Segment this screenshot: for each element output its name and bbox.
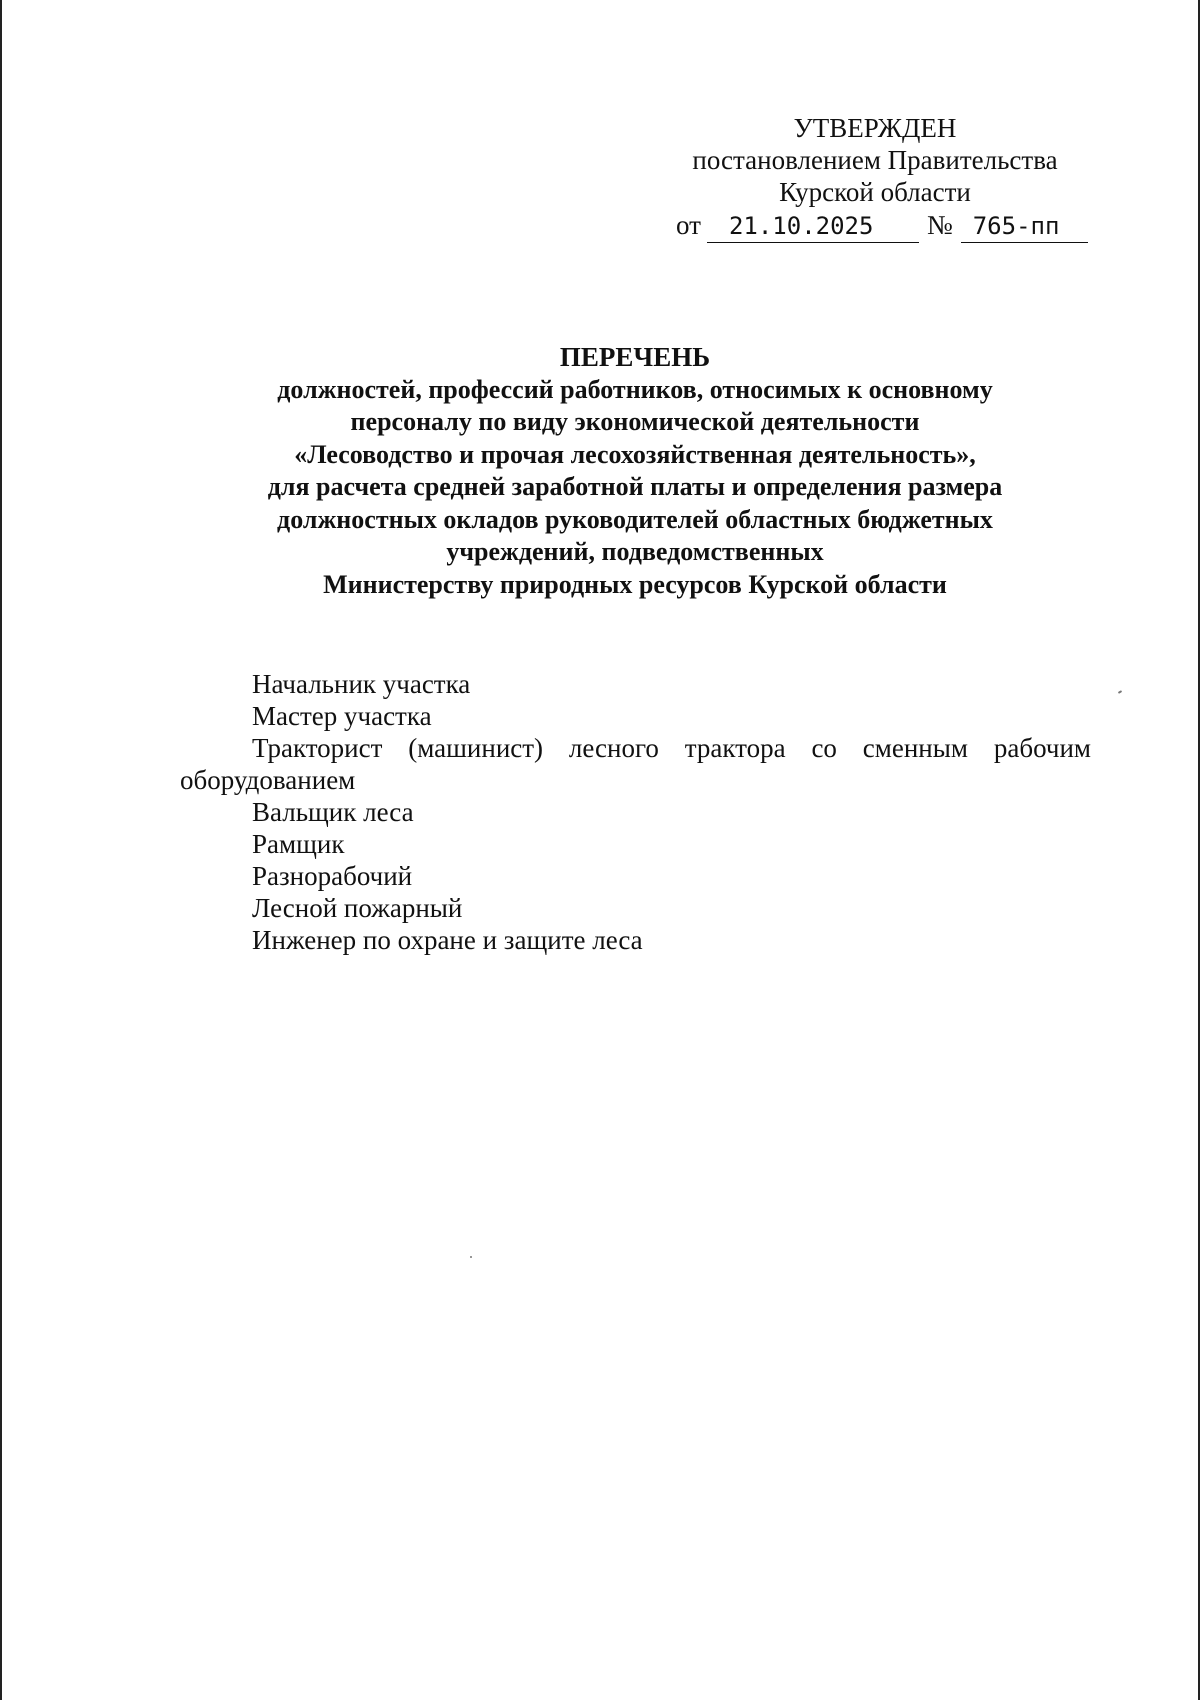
page-left-edge bbox=[0, 0, 2, 1700]
list-item-continuation: оборудованием bbox=[180, 765, 356, 795]
title-line: должностей, профессий работников, относимых к основному bbox=[277, 374, 993, 404]
approval-date-line bbox=[660, 209, 1090, 243]
title-line: персоналу по виду экономической деятельности bbox=[350, 407, 920, 436]
list-item: Разнорабочий bbox=[252, 861, 413, 891]
title-line: для расчета средней заработной платы и определения размера bbox=[267, 472, 1003, 501]
list-item bbox=[180, 732, 1091, 796]
approval-date: 21.10.2025 bbox=[707, 210, 919, 243]
title-line: должностных окладов руководителей областных бюджетных bbox=[277, 504, 993, 534]
list-item-text: Тракторист (машинист) лесного трактора со сменным рабочим bbox=[252, 733, 1091, 763]
scan-speck bbox=[1118, 690, 1122, 694]
list-item: Лесной пожарный bbox=[252, 893, 463, 923]
document-title bbox=[200, 341, 1070, 601]
list-item: Мастер участка bbox=[252, 701, 432, 731]
approval-stamp bbox=[660, 112, 1090, 243]
number-sign: № bbox=[926, 210, 953, 240]
title-line: «Лесоводство и прочая лесохозяйственная деятельность», bbox=[294, 439, 976, 469]
scan-speck bbox=[470, 1256, 472, 1258]
approval-authority: постановлением Правительства bbox=[692, 145, 1058, 175]
date-prefix: от bbox=[676, 210, 701, 240]
list-item: Рамщик bbox=[252, 829, 345, 859]
title-line: учреждений, подведомственных bbox=[446, 537, 824, 566]
approval-heading: УТВЕРЖДЕН bbox=[793, 113, 957, 143]
list-item: Инженер по охране и защите леса bbox=[252, 925, 643, 955]
title-heading: ПЕРЕЧЕНЬ bbox=[559, 342, 711, 372]
positions-list bbox=[180, 668, 1091, 956]
approval-number: 765-пп bbox=[961, 210, 1088, 243]
approval-region: Курской области bbox=[779, 177, 971, 207]
title-line: Министерству природных ресурсов Курской области bbox=[323, 569, 947, 599]
list-item: Вальщик леса bbox=[252, 797, 414, 827]
list-item: Начальник участка bbox=[252, 669, 471, 699]
